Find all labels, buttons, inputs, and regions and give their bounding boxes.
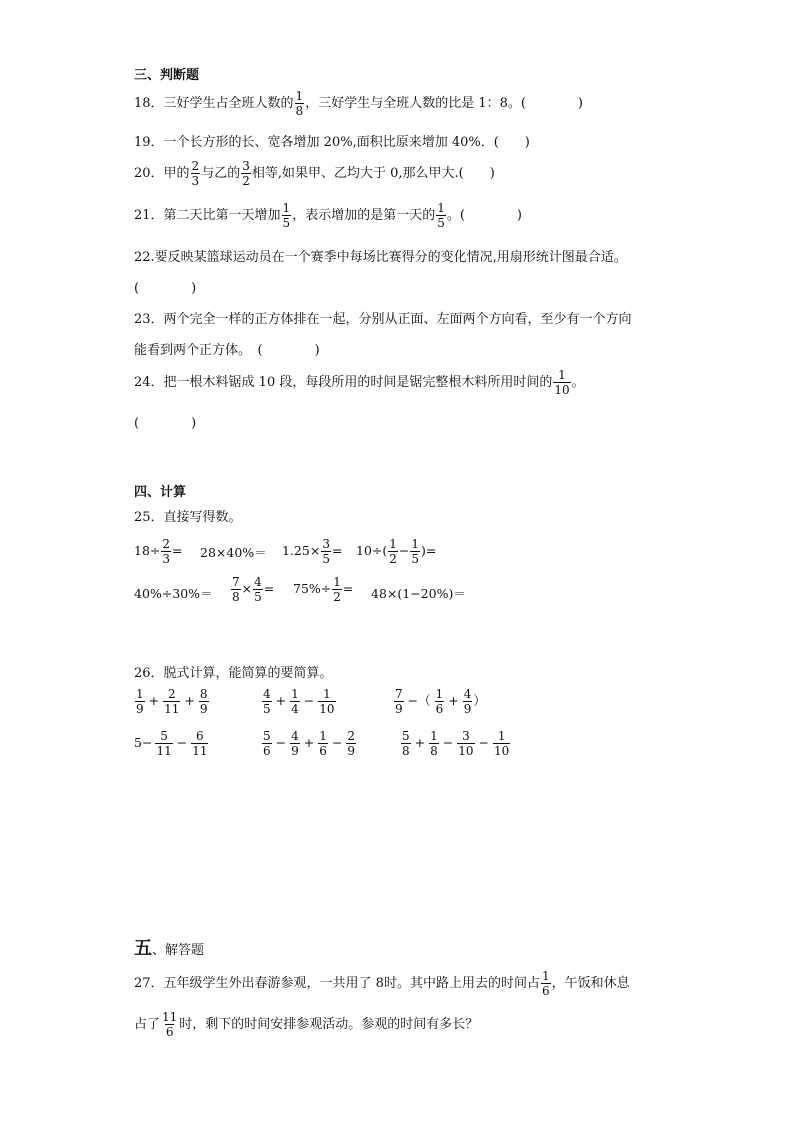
q26-e5-n1: 5 xyxy=(263,729,271,743)
q26-e1-d1: 9 xyxy=(136,702,144,716)
q26-e2-frac-1 xyxy=(262,688,272,715)
q26-e3-op-2: + xyxy=(448,693,459,709)
q25-i6-times: × xyxy=(241,581,253,597)
q26-expr-1 xyxy=(134,688,210,715)
q26-e2-op-1: + xyxy=(275,693,287,709)
q18-fraction xyxy=(295,90,305,117)
q27-fraction-2 xyxy=(161,1011,178,1038)
q18-text-a: 18．三好学生占全班人数的 xyxy=(134,96,294,111)
q26-e1-n3: 8 xyxy=(199,687,208,701)
q26-expr-3 xyxy=(393,688,486,715)
q25-i1-a: 18÷ xyxy=(134,543,161,559)
q27-text-a: 27．五年级学生外出春游参观，一共用了 8时。其中路上用去的时间占 xyxy=(134,976,540,991)
q20-f2-num: 3 xyxy=(242,159,250,173)
q26-e3-frac-2 xyxy=(435,688,445,715)
question-22-line-1: 22.要反映某篮球运动员在一个赛季中每场比赛得分的变化情况,用扇形统计图最合适。 xyxy=(134,250,627,265)
q25-i4-frac-1 xyxy=(388,538,398,565)
q27-f1-den: 6 xyxy=(541,984,550,998)
q20-text-a: 20．甲的 xyxy=(134,166,190,181)
q26-e6-op-3: − xyxy=(478,735,490,751)
q25-i6-b: = xyxy=(263,581,275,597)
q26-e6-n3: 3 xyxy=(462,729,470,743)
q26-e4-n2: 6 xyxy=(196,729,204,743)
q26-e6-op-1: + xyxy=(414,735,426,751)
q26-e2-op-2: − xyxy=(303,693,315,709)
q25-i4-a: 10÷( xyxy=(356,543,388,559)
q26-e1-op-1: + xyxy=(148,693,160,709)
question-27-line-1 xyxy=(134,970,630,997)
q26-e5-frac-1 xyxy=(262,730,272,757)
q25-item-1 xyxy=(134,538,183,565)
q25-item-5: 40%÷30%＝ xyxy=(134,586,213,601)
q25-i3-num: 3 xyxy=(322,537,330,551)
question-23-line-2: 能看到两个正方体。 ( ) xyxy=(134,343,320,358)
q25-i6-num-2: 4 xyxy=(254,575,262,589)
q25-i7-a: 75%÷ xyxy=(293,581,332,597)
q26-e1-frac-3 xyxy=(199,688,209,715)
q21-f1-den: 5 xyxy=(282,216,291,230)
q26-e1-frac-2 xyxy=(163,688,180,715)
q25-i4-b: )= xyxy=(421,543,437,559)
q25-i7-den: 2 xyxy=(333,590,341,604)
q20-f1-num: 2 xyxy=(191,159,200,173)
q25-i1-den: 3 xyxy=(162,552,171,566)
q26-e5-op-3: − xyxy=(331,735,343,751)
q26-e1-frac-1 xyxy=(135,688,145,715)
q27-text-d: 时，剩下的时间安排参观活动。参观的时间有多长？ xyxy=(179,1017,479,1032)
q25-i4-minus: − xyxy=(398,543,410,559)
question-24-answer-blank: ( ) xyxy=(134,416,197,431)
q26-e3-op-3: ） xyxy=(473,693,486,709)
q25-i4-num-2: 1 xyxy=(411,537,420,551)
q18-text-b: ，三好学生与全班人数的比是 1：8。( ) xyxy=(305,96,584,111)
q26-e3-op-1: −（ xyxy=(407,693,431,709)
q25-i7-num: 1 xyxy=(333,575,341,589)
q26-e5-d4: 9 xyxy=(347,744,356,758)
q25-i6-frac-1 xyxy=(231,576,241,603)
q25-i6-den-1: 8 xyxy=(232,590,240,604)
q25-item-8: 48×(1−20%)＝ xyxy=(371,586,466,601)
q21-text-a: 21．第二天比第一天增加 xyxy=(134,208,281,223)
q20-text-c: 相等,如果甲、乙均大于 0,那么甲大.( ) xyxy=(251,166,495,181)
q25-i3-a: 1.25× xyxy=(282,543,321,559)
section-3-title: 三、判断题 xyxy=(134,68,200,83)
question-19: 19．一个长方形的长、宽各增加 20%,面积比原来增加 40%．( ) xyxy=(134,135,530,150)
q26-e4-op-1: − xyxy=(176,735,188,751)
q26-e3-frac-3 xyxy=(463,688,473,715)
section-5-number: 五 xyxy=(134,938,152,959)
q26-e6-n1: 5 xyxy=(402,729,410,743)
q26-e1-n1: 1 xyxy=(136,687,144,701)
question-26-title: 26．脱式计算，能简算的要简算。 xyxy=(134,666,333,681)
q25-i1-frac xyxy=(161,538,171,565)
q26-e4-d1: 11 xyxy=(156,744,172,758)
q26-e6-d4: 10 xyxy=(494,744,510,758)
q25-i3-b: = xyxy=(331,543,343,559)
q26-e3-d2: 6 xyxy=(435,702,444,716)
q26-e2-frac-3 xyxy=(318,688,335,715)
q25-i4-den-2: 5 xyxy=(411,552,420,566)
q26-e3-n3: 4 xyxy=(463,687,472,701)
q26-e5-n4: 2 xyxy=(347,729,356,743)
q26-e6-d3: 10 xyxy=(458,744,474,758)
q26-e5-n3: 1 xyxy=(319,729,327,743)
q24-den: 10 xyxy=(554,383,570,397)
q25-item-3 xyxy=(282,538,342,565)
q26-e3-d1: 9 xyxy=(395,702,403,716)
q26-e1-n2: 2 xyxy=(167,687,176,701)
q25-i3-frac xyxy=(321,538,331,565)
q26-e6-n2: 1 xyxy=(430,729,438,743)
section-4-title: 四、计算 xyxy=(134,485,187,500)
q18-num: 1 xyxy=(295,89,304,103)
q24-text-a: 24．把一根木料锯成 10 段，每段所用的时间是锯完整根木料所用时间的 xyxy=(134,375,553,390)
q21-f1-num: 1 xyxy=(282,201,291,215)
q26-e6-n4: 1 xyxy=(497,729,506,743)
q26-e6-frac-3 xyxy=(457,730,474,757)
q26-e3-d3: 9 xyxy=(463,702,472,716)
q27-text-c: 占了 xyxy=(134,1017,161,1032)
q25-item-2: 28×40%＝ xyxy=(200,545,267,560)
q25-i6-num-1: 7 xyxy=(232,575,240,589)
q26-e1-d3: 9 xyxy=(199,702,208,716)
q26-e2-d2: 4 xyxy=(291,702,299,716)
q25-i6-den-2: 5 xyxy=(254,590,262,604)
q25-i6-frac-2 xyxy=(253,576,263,603)
question-27-line-2 xyxy=(134,1011,478,1038)
q21-f2-num: 1 xyxy=(437,201,445,215)
question-20 xyxy=(134,160,495,187)
q21-fraction-1 xyxy=(282,202,292,229)
q26-e3-n1: 7 xyxy=(395,687,403,701)
q26-e1-op-2: + xyxy=(184,693,195,709)
q25-item-6 xyxy=(230,576,274,603)
q18-den: 8 xyxy=(295,104,304,118)
q26-e5-d3: 6 xyxy=(319,744,327,758)
q26-e4-a: 5− xyxy=(134,735,153,751)
q26-e5-n2: 4 xyxy=(291,729,299,743)
q25-i4-num-1: 1 xyxy=(389,537,397,551)
q27-f1-num: 1 xyxy=(541,969,550,983)
q26-e2-d3: 10 xyxy=(319,702,335,716)
q24-fraction xyxy=(553,369,570,396)
q20-f1-den: 3 xyxy=(191,174,200,188)
section-5-title xyxy=(134,934,204,960)
question-18 xyxy=(134,90,583,117)
q24-text-b: 。 xyxy=(571,375,585,390)
q24-num: 1 xyxy=(558,368,566,382)
q26-e5-frac-3 xyxy=(318,730,328,757)
q26-e2-n1: 4 xyxy=(263,687,271,701)
q26-e6-frac-2 xyxy=(429,730,439,757)
q27-f2-num: 11 xyxy=(162,1010,178,1024)
q26-e6-d1: 8 xyxy=(402,744,410,758)
q25-i1-b: = xyxy=(172,543,183,559)
q25-i3-den: 5 xyxy=(322,552,330,566)
question-23-line-1: 23．两个完全一样的正方体排在一起，分别从正面、左面两个方向看，至少有一个方向 xyxy=(134,312,632,327)
q26-e4-n1: 5 xyxy=(160,729,168,743)
q20-fraction-2 xyxy=(241,160,251,187)
q25-i1-num: 2 xyxy=(162,537,171,551)
q21-text-c: 。( ) xyxy=(446,208,522,223)
q26-e2-d1: 5 xyxy=(263,702,271,716)
q25-item-4 xyxy=(356,538,436,565)
q25-item-7 xyxy=(293,576,353,603)
q26-e6-frac-1 xyxy=(401,730,411,757)
question-24 xyxy=(134,369,585,396)
q25-i4-den-1: 2 xyxy=(389,552,397,566)
q27-f2-den: 6 xyxy=(165,1025,174,1039)
q26-e1-d2: 11 xyxy=(164,702,180,716)
question-22-answer-blank: ( ) xyxy=(134,281,197,296)
q26-e2-n2: 1 xyxy=(291,687,299,701)
q26-e3-frac-1 xyxy=(394,688,404,715)
q25-i7-b: = xyxy=(342,581,354,597)
q26-e2-n3: 1 xyxy=(323,687,331,701)
q25-i7-frac xyxy=(332,576,342,603)
q20-text-b: 与乙的 xyxy=(201,166,241,181)
q20-f2-den: 2 xyxy=(242,174,250,188)
question-25-title: 25．直接写得数。 xyxy=(134,510,242,525)
q26-e2-frac-2 xyxy=(290,688,300,715)
q21-text-b: ，表示增加的是第一天的 xyxy=(292,208,436,223)
q26-e5-d2: 9 xyxy=(291,744,299,758)
question-21 xyxy=(134,202,522,229)
q26-e5-op-1: − xyxy=(275,735,287,751)
q21-fraction-2 xyxy=(436,202,446,229)
q26-e5-d1: 6 xyxy=(263,744,271,758)
q26-e4-d2: 11 xyxy=(192,744,208,758)
q26-expr-5 xyxy=(261,730,357,757)
q26-e5-frac-2 xyxy=(290,730,300,757)
q26-e5-op-2: + xyxy=(303,735,315,751)
q26-e6-op-2: − xyxy=(442,735,454,751)
q21-f2-den: 5 xyxy=(437,216,445,230)
q26-expr-4 xyxy=(134,730,209,757)
q26-e6-frac-4 xyxy=(493,730,510,757)
q25-i4-frac-2 xyxy=(410,538,420,565)
q26-expr-6 xyxy=(400,730,511,757)
q27-text-b: ，午饭和休息 xyxy=(551,976,630,991)
q26-e3-n2: 1 xyxy=(435,687,444,701)
q26-e6-d2: 8 xyxy=(430,744,438,758)
section-5-label: 、解答题 xyxy=(152,943,205,958)
q26-e4-frac-1 xyxy=(155,730,172,757)
q27-fraction-1 xyxy=(541,970,551,997)
q26-expr-2 xyxy=(261,688,337,715)
q20-fraction-1 xyxy=(191,160,201,187)
q26-e4-frac-2 xyxy=(191,730,208,757)
q26-e5-frac-4 xyxy=(346,730,356,757)
